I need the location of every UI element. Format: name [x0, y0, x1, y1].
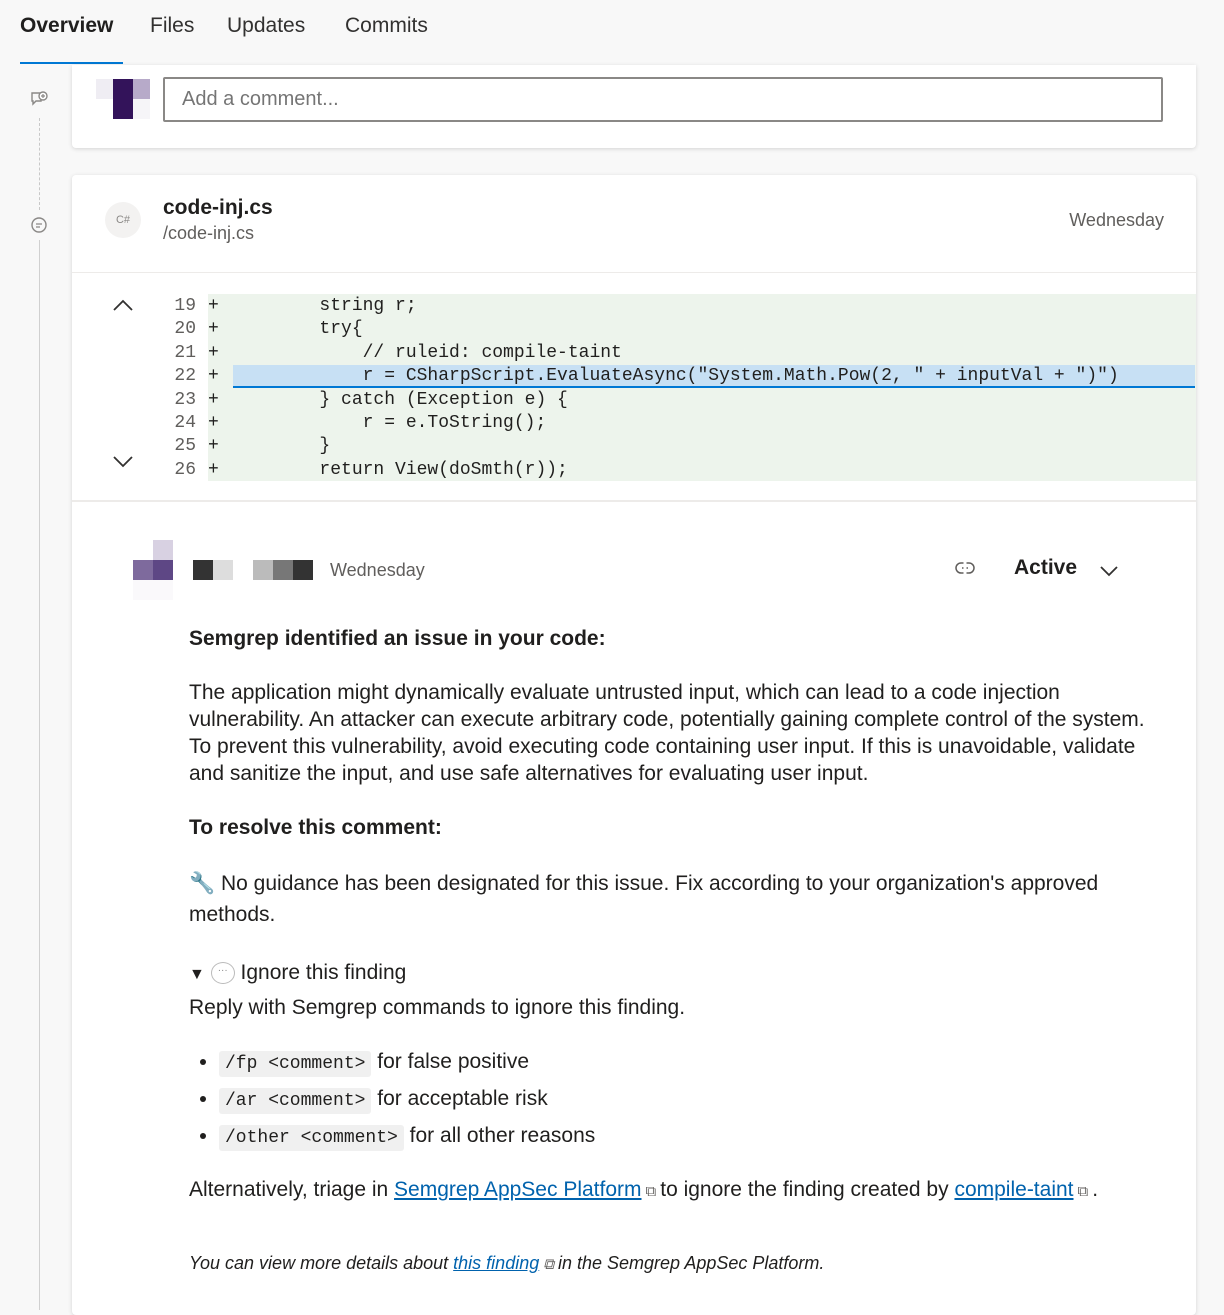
new-comment-card	[72, 65, 1196, 148]
diff-view	[72, 293, 1196, 483]
ignore-intro: Reply with Semgrep commands to ignore this finding.	[189, 996, 686, 1019]
status-dropdown[interactable]	[1014, 556, 1077, 580]
alt-prefix: Alternatively, triage in	[189, 1178, 389, 1201]
issue-description: The application might dynamically evaluate untrusted input, which can lead to a code injection vulnerability. An attacker can execute arbitrary code, potentially gaining complete control of the system. To prevent this vulnerability, avoid executing code containing user input. If this is unavoidable, validate and sanitize the input, and use safe alternatives for evaluating user input.	[189, 681, 1145, 785]
speech-bubble-icon: ···	[211, 962, 235, 984]
line-number: 26	[174, 459, 196, 480]
add-comment-icon	[29, 89, 49, 109]
comment-body	[189, 625, 1149, 1305]
footer-suffix: in the Semgrep AppSec Platform.	[557, 1253, 825, 1273]
csharp-file-icon: C#	[105, 202, 141, 238]
external-link-icon: ⧉	[543, 1256, 554, 1273]
list-item	[219, 1122, 1149, 1152]
avatar	[96, 79, 150, 119]
command-code: /fp <comment>	[219, 1051, 371, 1077]
list-item	[219, 1085, 1149, 1115]
tab-files[interactable]: Files	[150, 14, 195, 37]
diff-line[interactable]	[72, 318, 1196, 341]
added-marker: +	[208, 366, 219, 387]
divider	[72, 500, 1196, 502]
command-desc: for false positive	[377, 1050, 530, 1073]
rule-link[interactable]: compile-taint	[954, 1178, 1074, 1201]
command-code: /other <comment>	[219, 1125, 404, 1151]
command-list	[189, 1048, 1149, 1152]
added-marker: +	[208, 319, 219, 340]
diff-line[interactable]	[72, 435, 1196, 458]
diff-line[interactable]	[72, 389, 1196, 412]
diff-line[interactable]	[72, 295, 1196, 318]
commenter-handle-redacted	[253, 560, 313, 580]
alt-middle: to ignore the finding created by	[660, 1178, 949, 1201]
code-text: string r;	[233, 296, 417, 316]
added-marker: +	[208, 342, 219, 363]
line-number: 25	[174, 436, 196, 457]
diff-line[interactable]	[72, 342, 1196, 365]
code-text: }	[233, 436, 331, 457]
line-number: 23	[174, 389, 196, 410]
divider	[72, 272, 1196, 273]
command-code: /ar <comment>	[219, 1088, 371, 1114]
file-thread-card	[72, 175, 1196, 1315]
active-tab-indicator	[20, 62, 123, 64]
resolve-heading: To resolve this comment:	[189, 816, 442, 839]
comment-date: Wednesday	[330, 560, 425, 580]
added-marker: +	[208, 436, 219, 457]
tab-updates[interactable]: Updates	[227, 14, 306, 37]
status-label: Active	[1014, 556, 1078, 579]
timeline-line	[39, 240, 40, 1310]
commenter-name-redacted	[193, 560, 233, 580]
wrench-icon: 🔧	[189, 872, 216, 895]
commenter-avatar	[133, 540, 173, 600]
ignore-details[interactable]	[189, 957, 1149, 990]
guidance-text: No guidance has been designated for this issue. Fix according to your organization's approved methods.	[189, 872, 1099, 926]
command-desc: for all other reasons	[409, 1124, 596, 1147]
disclosure-triangle-icon[interactable]: ▼	[189, 966, 205, 983]
line-number: 19	[174, 296, 196, 316]
tab-commits[interactable]: Commits	[345, 14, 428, 37]
footer-prefix: You can view more details about	[189, 1253, 449, 1273]
code-text: } catch (Exception e) {	[233, 389, 568, 410]
command-desc: for acceptable risk	[377, 1087, 548, 1110]
added-marker: +	[208, 389, 219, 410]
finding-link[interactable]: this finding	[453, 1253, 540, 1273]
comment-icon	[29, 215, 49, 235]
line-number: 20	[174, 319, 196, 340]
ignore-summary[interactable]: Ignore this finding	[240, 961, 407, 984]
comment-input[interactable]	[163, 77, 1163, 122]
list-item	[219, 1048, 1149, 1078]
alt-end: .	[1092, 1178, 1099, 1201]
file-name[interactable]: code-inj.cs	[163, 196, 273, 219]
code-text: // ruleid: compile-taint	[233, 342, 622, 363]
line-number: 21	[174, 342, 196, 363]
tab-overview[interactable]: Overview	[20, 14, 114, 37]
added-marker: +	[208, 296, 219, 316]
file-path: /code-inj.cs	[163, 223, 255, 243]
diff-line-highlighted[interactable]	[72, 365, 1196, 388]
file-date: Wednesday	[1069, 210, 1164, 230]
external-link-icon: ⧉	[645, 1183, 657, 1200]
line-number: 22	[174, 366, 196, 387]
semgrep-platform-link[interactable]: Semgrep AppSec Platform	[394, 1178, 642, 1201]
chevron-down-icon	[1099, 560, 1119, 584]
code-text: return View(doSmth(r));	[233, 459, 568, 480]
code-text: r = CSharpScript.EvaluateAsync("System.Math.Pow(2, " + inputVal + ")")	[233, 365, 1195, 388]
external-link-icon: ⧉	[1077, 1183, 1089, 1200]
code-text: r = e.ToString();	[233, 413, 547, 433]
issue-heading: Semgrep identified an issue in your code:	[189, 627, 606, 650]
comment-thread	[72, 515, 1196, 1315]
added-marker: +	[208, 413, 219, 433]
diff-line[interactable]	[72, 412, 1196, 435]
code-text: try{	[233, 319, 363, 340]
added-marker: +	[208, 459, 219, 480]
diff-line[interactable]	[72, 459, 1196, 482]
link-icon[interactable]	[954, 559, 976, 582]
line-number: 24	[174, 413, 196, 433]
timeline-connector	[39, 118, 40, 210]
